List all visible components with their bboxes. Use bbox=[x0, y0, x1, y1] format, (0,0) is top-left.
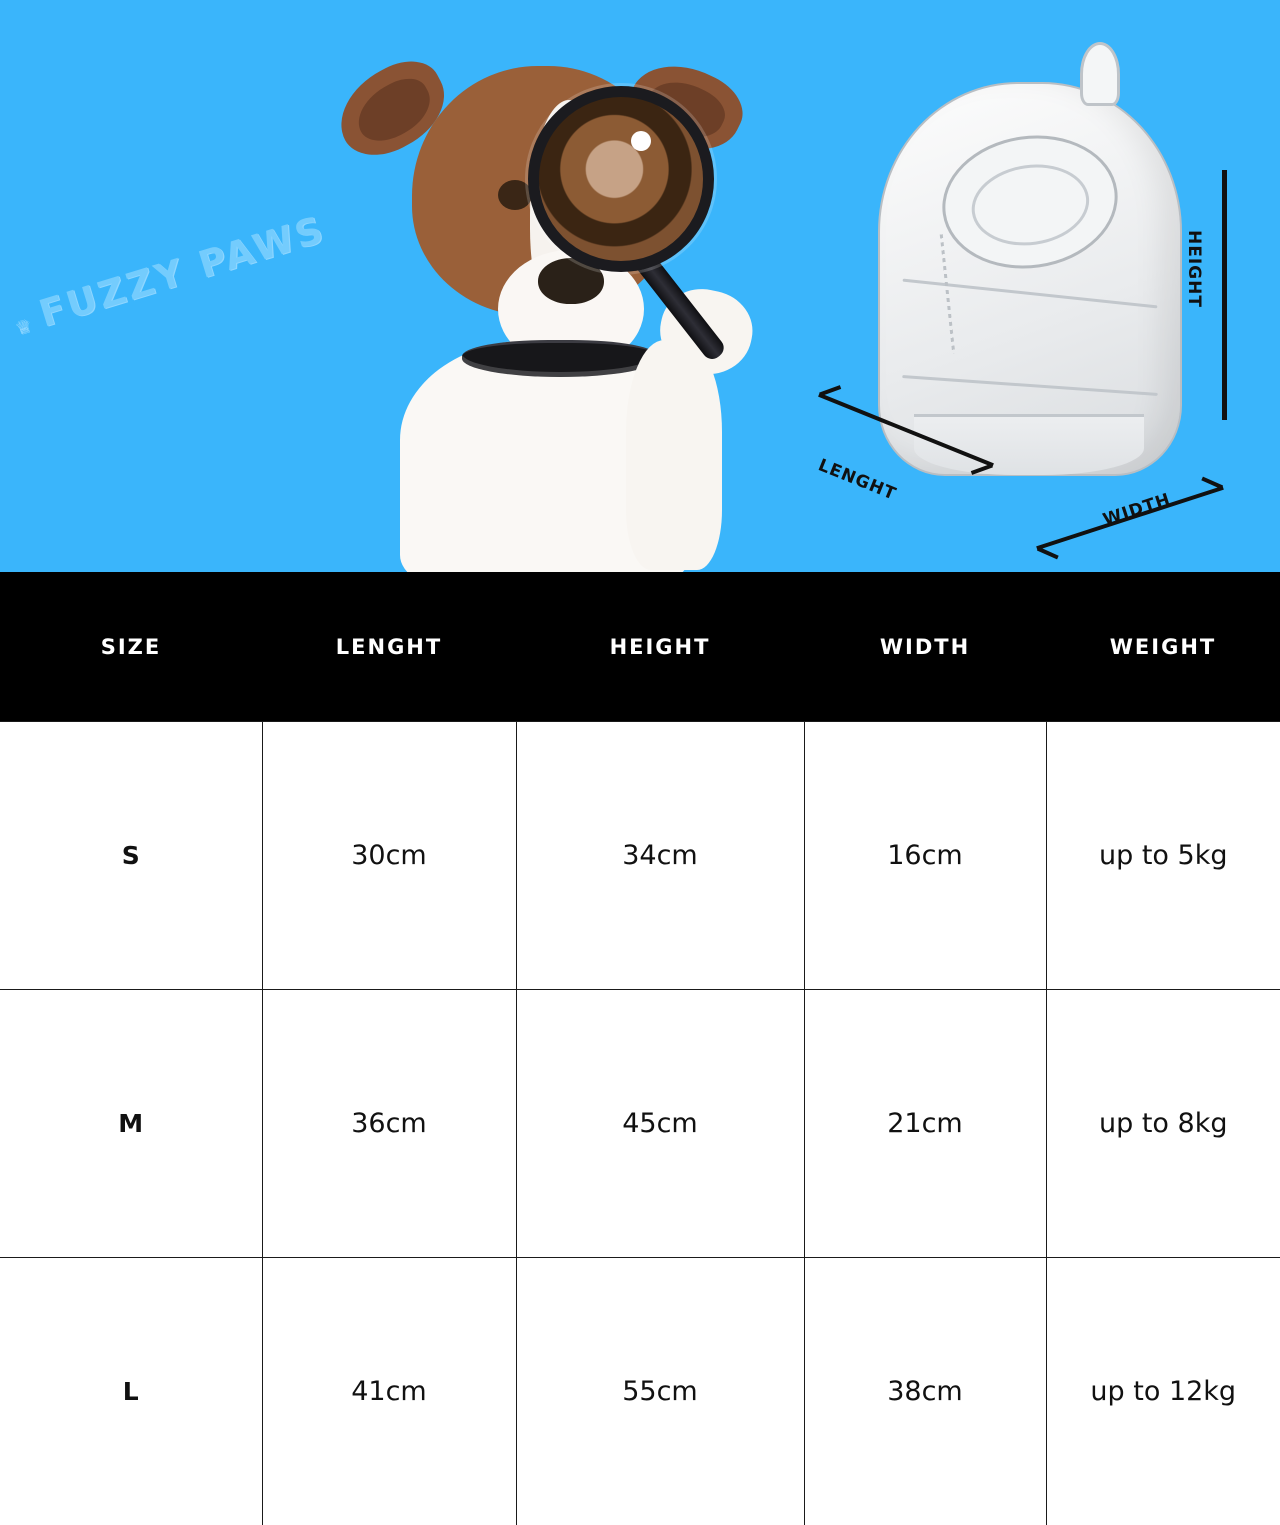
brand-logo bbox=[34, 208, 330, 336]
column-header-length: LENGHT bbox=[262, 572, 516, 722]
cell-length: 30cm bbox=[262, 722, 516, 990]
carrier-strap-upper bbox=[903, 279, 1158, 309]
table-header-row bbox=[0, 572, 1280, 722]
brand-name: FUZZY PAWS bbox=[34, 208, 330, 336]
dog-eye bbox=[498, 180, 532, 210]
cell-height: 55cm bbox=[516, 1258, 804, 1525]
hero-banner bbox=[0, 0, 1280, 572]
table-row bbox=[0, 722, 1280, 990]
width-dimension-label: WIDTH bbox=[1101, 490, 1174, 531]
dog-arm bbox=[626, 340, 722, 570]
cell-length: 36cm bbox=[262, 990, 516, 1258]
cell-width: 21cm bbox=[804, 990, 1046, 1258]
cell-weight: up to 8kg bbox=[1046, 990, 1280, 1258]
cell-height: 45cm bbox=[516, 990, 804, 1258]
length-dimension-label: LENGHT bbox=[815, 455, 899, 504]
height-dimension-label: HEIGHT bbox=[1184, 230, 1204, 308]
cell-size: S bbox=[0, 722, 262, 990]
table-header bbox=[0, 572, 1280, 722]
cell-length: 41cm bbox=[262, 1258, 516, 1525]
carrier-head-opening bbox=[934, 124, 1127, 279]
carrier-top-loop bbox=[1080, 42, 1120, 106]
cell-weight: up to 12kg bbox=[1046, 1258, 1280, 1525]
size-chart-table bbox=[0, 572, 1280, 1525]
column-header-width: WIDTH bbox=[804, 572, 1046, 722]
column-header-height: HEIGHT bbox=[516, 572, 804, 722]
column-header-weight: WEIGHT bbox=[1046, 572, 1280, 722]
table-body bbox=[0, 722, 1280, 1525]
carrier-zipper bbox=[940, 234, 956, 354]
table-row bbox=[0, 1258, 1280, 1525]
dog-with-magnifier-image bbox=[330, 40, 810, 572]
carrier-strap-lower bbox=[902, 375, 1158, 396]
cell-width: 16cm bbox=[804, 722, 1046, 990]
table-row bbox=[0, 990, 1280, 1258]
dog-collar bbox=[462, 340, 658, 377]
magnifier-lens-icon bbox=[528, 86, 714, 272]
cell-width: 38cm bbox=[804, 1258, 1046, 1525]
cell-size: L bbox=[0, 1258, 262, 1525]
column-header-size: SIZE bbox=[0, 572, 262, 722]
cell-size: M bbox=[0, 990, 262, 1258]
crown-icon: ♕ bbox=[13, 314, 37, 340]
cell-weight: up to 5kg bbox=[1046, 722, 1280, 990]
product-sketch bbox=[840, 30, 1250, 570]
cell-height: 34cm bbox=[516, 722, 804, 990]
pet-carrier-backpack-illustration bbox=[878, 82, 1182, 476]
height-dimension-line bbox=[1222, 170, 1227, 420]
